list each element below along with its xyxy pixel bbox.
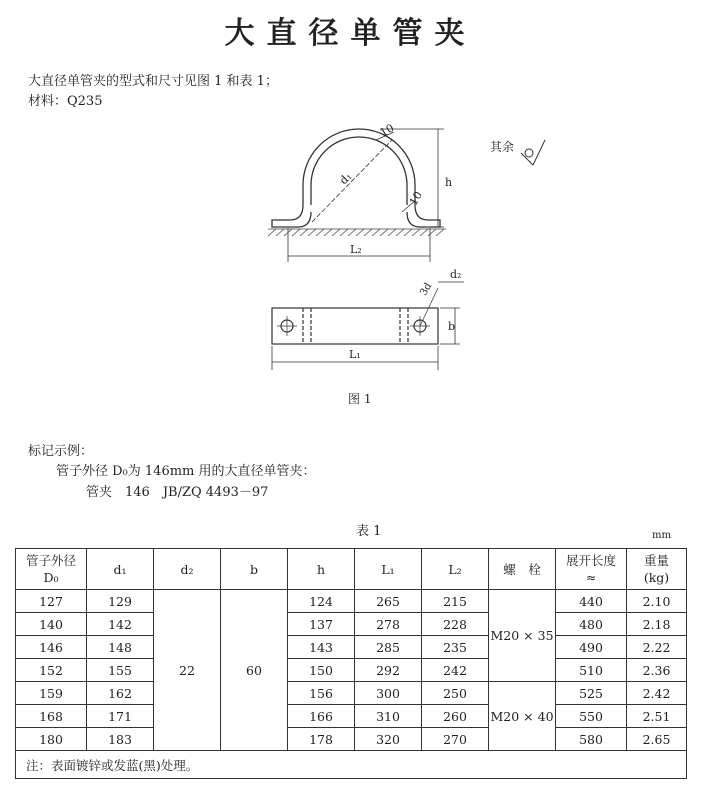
figure-caption: 图 1 [348,392,372,406]
cell-weight: 2.18 [627,613,687,636]
bolt-hole-centerlines [277,288,438,336]
cell-h: 178 [288,728,355,751]
roughness-note: 其余 [490,140,515,154]
label-h: h [445,176,453,189]
cell-weight: 2.65 [627,728,687,751]
table-row [16,659,687,682]
cell-d0: 159 [16,682,87,705]
cell-l2: 250 [422,682,489,705]
table-row [16,613,687,636]
cell-l1: 310 [355,705,422,728]
cell-d1: 183 [87,728,154,751]
cell-h: 166 [288,705,355,728]
table-unit: mm [652,530,671,541]
label-10-mid: 10 [406,189,426,208]
table-row [16,728,687,751]
cell-d1: 171 [87,705,154,728]
cell-length: 480 [556,613,627,636]
cell-h: 137 [288,613,355,636]
label-l1: L₁ [349,348,361,361]
cell-l1: 300 [355,682,422,705]
cell-d1: 148 [87,636,154,659]
cell-l1: 320 [355,728,422,751]
cell-length: 490 [556,636,627,659]
cell-h: 156 [288,682,355,705]
spec-table [15,548,687,779]
header-l1: L₁ [355,549,422,590]
header-bolt: 螺 栓 [489,549,556,590]
cell-l2: 228 [422,613,489,636]
cell-length: 440 [556,590,627,613]
cell-d0: 152 [16,659,87,682]
cell-length: 510 [556,659,627,682]
cell-bolt-b: M20 × 40 [489,682,556,751]
label-d2: d₂ [450,268,462,281]
cell-h: 124 [288,590,355,613]
cell-l2: 235 [422,636,489,659]
cell-weight: 2.36 [627,659,687,682]
cell-d1: 129 [87,590,154,613]
cell-d2-shared: 22 [154,590,221,751]
intro-line-1: 大直径单管夹的型式和尺寸见图 1 和表 1； [28,74,278,89]
cell-d1: 142 [87,613,154,636]
marking-line-1: 管子外径 D₀为 146mm 用的大直径单管夹： [56,464,316,479]
cell-length: 550 [556,705,627,728]
table-header-row [16,549,687,590]
header-h: h [288,549,355,590]
cell-weight: 2.22 [627,636,687,659]
table-row [16,705,687,728]
cell-d0: 180 [16,728,87,751]
table-note: 注：表面镀锌或发蓝(黑)处理。 [16,751,687,779]
cell-l2: 260 [422,705,489,728]
cell-d0: 146 [16,636,87,659]
page-title: 大直径单管夹 [224,16,477,51]
cell-weight: 2.51 [627,705,687,728]
label-b: b [448,320,456,333]
table-row [16,682,687,705]
cell-length: 525 [556,682,627,705]
cell-d1: 162 [87,682,154,705]
roughness-symbol [521,140,545,165]
header-length: 展开长度 ≈ [556,549,627,590]
cell-l1: 265 [355,590,422,613]
cell-weight: 2.10 [627,590,687,613]
cell-h: 150 [288,659,355,682]
table-caption: 表 1 [356,524,382,539]
ground-hatch [268,229,446,236]
h-dimension [380,129,444,227]
header-d2: d₂ [154,549,221,590]
cell-l1: 278 [355,613,422,636]
table-note-row [16,751,687,779]
table-row [16,590,687,613]
header-b: b [221,549,288,590]
marking-heading: 标记示例： [28,444,94,459]
cell-weight: 2.42 [627,682,687,705]
cell-l1: 285 [355,636,422,659]
cell-d0: 168 [16,705,87,728]
clamp-side-view [272,129,440,227]
intro-line-2: 材料：Q235 [28,94,103,109]
header-d1: d₁ [87,549,154,590]
label-d1: d₁ [337,169,355,188]
marking-line-2: 管夹 146 JB/ZQ 4493－97 [86,485,269,500]
cell-l1: 292 [355,659,422,682]
cell-l2: 242 [422,659,489,682]
cell-length: 580 [556,728,627,751]
cell-l2: 215 [422,590,489,613]
label-l2: L₂ [350,243,362,256]
cell-b-shared: 60 [221,590,288,751]
table-row [16,636,687,659]
cell-d0: 127 [16,590,87,613]
cell-h: 143 [288,636,355,659]
header-weight: 重量 (kg) [627,549,687,590]
header-d0: 管子外径 D₀ [16,549,87,590]
cell-d0: 140 [16,613,87,636]
cell-d1: 155 [87,659,154,682]
cell-l2: 270 [422,728,489,751]
header-l2: L₂ [422,549,489,590]
label-10-top: 10 [377,121,397,140]
l1-b-dimensions [272,282,464,370]
cell-bolt-a: M20 × 35 [489,590,556,682]
label-3d2: 3d [418,281,435,298]
